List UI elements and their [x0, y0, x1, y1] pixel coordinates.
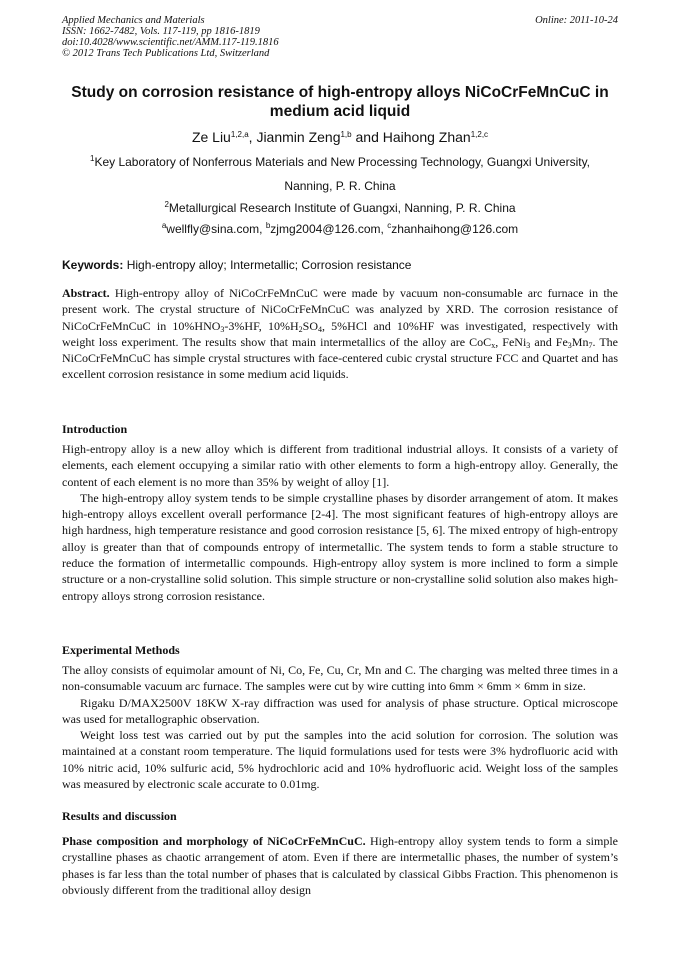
affiliation-text: Metallurgical Research Institute of Guangxi, Nanning, P. R. China — [168, 201, 516, 215]
subscript: 2 — [298, 324, 303, 334]
journal-name: Applied Mechanics and Materials — [62, 15, 205, 26]
subscript: 3 — [526, 340, 531, 350]
author-affiliation-mark: 1,2,a — [230, 130, 249, 139]
email-address[interactable]: wellfly@sina.com, — [166, 222, 266, 236]
paragraph: Weight loss test was carried out by put the samples into the acid solution for corrosion. The solution was maintained at a constant room temperature. The liquid formulations used for tests were 3% hydrofluoric acid with 10% nitric acid, 10% sulfuric acid, 5% hydrochloric acid and 10% hydrofluoric acid. Weight loss of the samples was measured by electronic scale accurate to 0.01mg. — [62, 728, 618, 792]
subscript: 3 — [567, 340, 572, 350]
abstract — [62, 285, 618, 383]
paragraph: The high-entropy alloy system tends to be simple crystalline phases by disorder arrangement of atom. It makes high-entropy alloys excellent overall performance [2-4]. The most significant features of high-entropy alloys are high hardness, high temperature resistance and good corrosion resistance [5, 6]. The mixed entropy of high-entropy alloy is greater than that of compounds entropy of intermetallic. The system tends to form a stable structure to reduce the formation of intermetallic compounds. High-entropy alloy system is more inclined to form a simple structure or a non-crystalline solid solution. This simple structure or non-crystalline solid solution also makes high-entropy alloys strong corrosion resistance. — [62, 490, 618, 603]
results-lead: Phase composition and morphology of NiCoCrFeMnCuC. — [62, 834, 366, 848]
abstract-text: High-entropy alloy of NiCoCrFeMnCuC were made by vacuum non-consumable arc furnace in the present work. The crystal structure of NiCoCrFeMnCuC was analyzed by XRD. The corrosion resistance of NiCoCrFeMnCuC in 10%HNO — [62, 286, 618, 333]
affiliation-text: Key Laboratory of Nonferrous Materials and New Processing Technology, Guangxi University, — [94, 155, 591, 169]
methods-body — [62, 662, 618, 792]
author-emails — [62, 222, 618, 236]
email-mark: b — [265, 221, 271, 230]
introduction-body — [62, 441, 618, 604]
online-date: Online: 2011-10-24 — [535, 15, 618, 26]
author-list — [62, 129, 618, 145]
author-name: Ze Liu — [191, 129, 231, 145]
abstract-text: -3%HF, 10%H — [224, 318, 299, 333]
abstract-label: Abstract. — [62, 286, 110, 300]
email-mark: a — [161, 221, 167, 230]
methods-heading: Experimental Methods — [62, 643, 180, 657]
abstract-text: Mn — [571, 334, 589, 349]
subscript: 7 — [588, 340, 593, 350]
title-line-1: Study on corrosion resistance of high-entropy alloys NiCoCrFeMnCuC in — [71, 84, 609, 101]
running-header — [62, 15, 618, 59]
issn-line: ISSN: 1662-7482, Vols. 117-119, pp 1816-1819 — [62, 26, 260, 37]
copyright-line: © 2012 Trans Tech Publications Ltd, Switzerland — [62, 48, 270, 59]
affiliation-1 — [62, 155, 618, 169]
abstract-text: and Fe — [530, 334, 568, 349]
author-affiliation-mark: 1,2,c — [470, 130, 489, 139]
subscript: x — [491, 340, 496, 350]
paragraph: Rigaku D/MAX2500V 18KW X-ray diffraction was used for analysis of phase structure. Optical microscope was used for metallographic observation. — [62, 695, 618, 726]
keywords-text: High-entropy alloy; Intermetallic; Corrosion resistance — [123, 258, 412, 272]
subscript: 4 — [317, 324, 322, 334]
keywords-label: Keywords: — [62, 258, 124, 272]
introduction-heading: Introduction — [62, 422, 128, 436]
author-separator: and — [351, 129, 383, 145]
keywords — [62, 258, 618, 272]
abstract-text: SO — [302, 318, 318, 333]
abstract-text: , 5%HCl and 10%HF was investigated, respectively with weight loss experiment. The results show that main intermetallics of the alloy are CoC — [62, 318, 618, 349]
email-address[interactable]: zhanhaihong@126.com — [391, 222, 519, 236]
abstract-text: . The NiCoCrFeMnCuC has simple crystal structures with face-centered cubic crystal structure FCC and Quartet and has excellent corrosion resistance in some medium acid liquids. — [62, 334, 618, 382]
paragraph: High-entropy alloy system tends to form a simple crystalline phases as chaotic arrangement of atom. Even if there are intermetallic phases, the number of system’s phases is far less than the total number of phases that is calculated by classical Gibbs Fraction. This phenomenon is obviously different from the traditional alloy design — [62, 834, 619, 897]
email-address[interactable]: zjmg2004@126.com, — [270, 222, 388, 236]
title-line-2: medium acid liquid — [269, 103, 411, 120]
paragraph: The alloy consists of equimolar amount of Ni, Co, Fe, Cu, Cr, Mn and C. The charging was melted three times in a non-consumable vacuum arc furnace. The samples were cut by wire cutting into 6mm × 6mm × 6mm in size. — [62, 663, 618, 694]
subscript: 3 — [220, 324, 225, 334]
affiliation-2 — [62, 201, 618, 215]
abstract-text: , FeNi — [495, 334, 527, 349]
author-name: Haihong Zhan — [382, 129, 471, 145]
author-separator: , — [248, 129, 257, 145]
results-body — [62, 833, 618, 898]
author-name: Jianmin Zeng — [256, 129, 341, 145]
results-heading: Results and discussion — [62, 809, 177, 823]
affiliation-mark: 1 — [89, 154, 95, 163]
author-affiliation-mark: 1,b — [340, 130, 352, 139]
email-mark: c — [387, 221, 392, 230]
affiliation-mark: 2 — [164, 200, 169, 209]
doi-line: doi:10.4028/www.scientific.net/AMM.117-119.1816 — [62, 37, 279, 48]
paper-title — [62, 83, 618, 121]
affiliation-1-line-2: Nanning, P. R. China — [284, 179, 396, 193]
paragraph: High-entropy alloy is a new alloy which is different from traditional industrial alloys. It consists of a variety of elements, each element occupying a similar ratio with other elements to form a high-entropy alloy. Generally, the content of each element is no more than 35% by weight of alloy [1]. — [62, 442, 618, 489]
